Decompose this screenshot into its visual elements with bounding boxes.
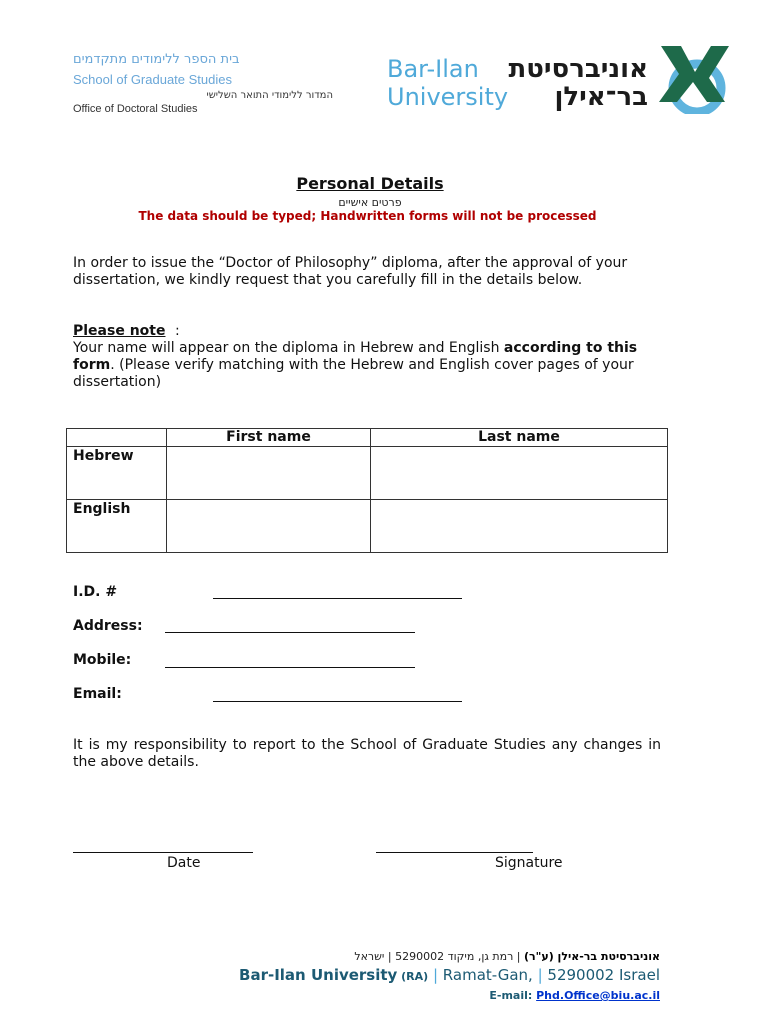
school-name: School of Graduate Studies	[73, 72, 232, 87]
office-name-hebrew: המדור ללימודי התואר השלישי	[206, 90, 333, 101]
email-label: Email:	[73, 686, 122, 702]
hebrew-first-name-field[interactable]	[167, 447, 371, 500]
school-name-hebrew: בית הספר ללימודים מתקדמים	[73, 52, 240, 67]
note-colon: :	[175, 323, 180, 339]
date-label: Date	[167, 855, 201, 871]
footer-email-line	[380, 989, 660, 1002]
english-last-name-field[interactable]	[371, 500, 668, 553]
office-header	[73, 52, 333, 115]
logo-he-line2: בר־אילן	[554, 82, 648, 112]
bar-ilan-logo-icon	[655, 42, 731, 118]
form-title-hebrew: פרטים אישיים	[338, 196, 402, 209]
logo-he-line1: אוניברסיטת	[508, 54, 648, 84]
office-name: Office of Doctoral Studies	[73, 103, 198, 115]
row-label-english: English	[67, 500, 167, 553]
footer-zip: 5290002 Israel	[547, 966, 660, 984]
note-text: Your name will appear on the diploma in Hebrew and English	[73, 340, 504, 356]
id-field[interactable]	[213, 598, 462, 599]
column-header-first-name: First name	[167, 429, 371, 447]
footer-ra: (RA)	[397, 970, 429, 983]
note-bold-text: according to this form	[73, 340, 638, 373]
address-field[interactable]	[165, 632, 415, 633]
note-text-2: . (Please verify matching with the Hebrew and English cover pages of your dissertation)	[73, 357, 634, 390]
intro-paragraph: In order to issue the “Doctor of Philosophy” diploma, after the approval of your dissertation, we kindly request that you carefully fill in the details below.	[73, 255, 628, 288]
typed-warning: The data should be typed; Handwritten forms will not be processed	[138, 209, 597, 223]
note-paragraph	[73, 340, 663, 391]
hebrew-last-name-field[interactable]	[371, 447, 668, 500]
row-label-hebrew: Hebrew	[67, 447, 167, 500]
footer-english-address	[225, 966, 660, 984]
footer-separator: |	[428, 966, 443, 984]
date-line[interactable]	[73, 852, 253, 853]
names-table	[66, 428, 668, 553]
footer-hebrew-name: אוניברסיטת בר-אילן (ע"ר)	[523, 950, 660, 963]
signature-label: Signature	[495, 855, 563, 871]
responsibility-statement: It is my responsibility to report to the School of Graduate Studies any changes in the above details.	[73, 737, 661, 770]
footer-email-label: E-mail:	[489, 989, 537, 1002]
footer-hebrew-rest: | רמת גן, מיקוד 5290002 | ישראל	[354, 950, 524, 963]
logo-en-line1: Bar-Ilan	[387, 55, 479, 83]
footer-university-name: Bar-Ilan University	[239, 966, 398, 984]
signature-line[interactable]	[376, 852, 533, 853]
footer-hebrew-address	[300, 950, 660, 963]
footer-separator-2: |	[532, 966, 548, 984]
form-title: Personal Details	[296, 174, 444, 193]
address-label: Address:	[73, 618, 143, 634]
note-heading: Please note	[73, 323, 166, 339]
email-field[interactable]	[213, 701, 462, 702]
footer-city: Ramat-Gan,	[442, 966, 533, 984]
mobile-field[interactable]	[165, 667, 415, 668]
id-label: I.D. #	[73, 584, 118, 600]
university-logo-text-english	[387, 55, 508, 111]
table-corner	[67, 429, 167, 447]
university-logo-text-hebrew	[508, 55, 648, 111]
column-header-last-name: Last name	[371, 429, 668, 447]
logo-en-line2: University	[387, 83, 509, 111]
english-first-name-field[interactable]	[167, 500, 371, 553]
footer-email-link[interactable]: Phd.Office@biu.ac.il	[536, 989, 660, 1002]
mobile-label: Mobile:	[73, 652, 132, 668]
